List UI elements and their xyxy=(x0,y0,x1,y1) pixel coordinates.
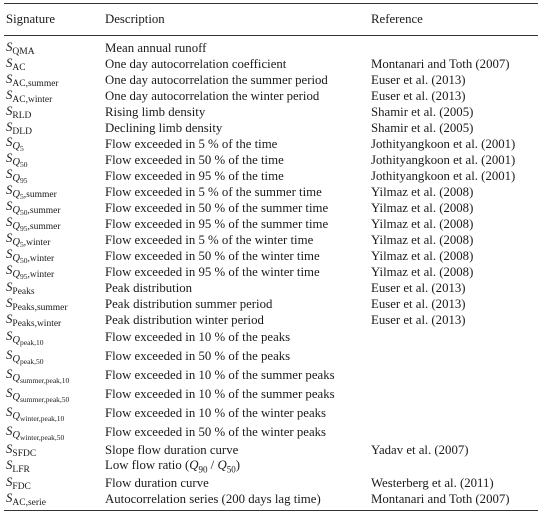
signature-symbol: S xyxy=(6,71,13,86)
description-cell: Flow exceeded in 5 % of the time xyxy=(105,136,278,151)
table-row xyxy=(4,88,538,104)
reference-cell: Yilmaz et al. (2008) xyxy=(371,200,474,215)
table-row xyxy=(4,216,538,232)
signature-cell xyxy=(4,491,105,508)
signature-subscript: Peaks,summer xyxy=(12,302,68,313)
signature-symbol: S xyxy=(6,279,13,294)
reference-cell: Shamir et al. (2005) xyxy=(371,104,474,119)
table-row xyxy=(4,475,538,491)
signature-subscript: Q95 xyxy=(12,173,28,185)
signature-subscript: Qpeak,50 xyxy=(12,353,44,366)
signature-symbol: S xyxy=(6,231,13,245)
signature-subscript: RLD xyxy=(12,110,32,121)
description-cell: Flow exceeded in 50 % of the time xyxy=(105,152,284,167)
signature-symbol: S xyxy=(6,167,13,181)
description-cell: Peak distribution xyxy=(105,280,193,295)
table-row xyxy=(4,458,538,475)
description-cell: Peak distribution summer period xyxy=(105,296,273,311)
signature-symbol: S xyxy=(6,311,13,326)
table-row xyxy=(4,40,538,56)
description-cell: Low flow ratio $(Q_{90} / Q_{50})$ xyxy=(105,458,240,475)
signature-symbol: S xyxy=(6,119,13,134)
reference-cell: Montanari and Toth (2007) xyxy=(371,491,510,506)
description-cell: Mean annual runoff xyxy=(105,40,207,55)
reference-cell: Shamir et al. (2005) xyxy=(371,120,474,135)
table-row xyxy=(4,184,538,200)
signature-cell xyxy=(4,442,105,459)
description-cell: Flow exceeded in 50 % of the peaks xyxy=(105,349,291,363)
description-cell: Flow exceeded in 10 % of the summer peaks xyxy=(105,387,335,401)
signature-symbol: S xyxy=(6,404,13,419)
description-cell: Slope flow duration curve xyxy=(105,442,239,457)
table-row xyxy=(4,280,538,296)
reference-cell: Euser et al. (2013) xyxy=(371,72,466,87)
signature-cell xyxy=(4,475,105,492)
reference-cell: Euser et al. (2013) xyxy=(371,296,466,311)
signature-subscript: Q50,winter xyxy=(12,253,55,265)
signature-subscript: Q95,summer xyxy=(12,221,61,233)
table-header-row xyxy=(4,4,538,35)
signature-symbol: S xyxy=(6,199,13,213)
signature-symbol: S xyxy=(6,328,13,343)
signature-subscript: AC,serie xyxy=(12,497,46,508)
description-cell: Flow exceeded in 95 % of the summer time xyxy=(105,216,329,231)
signature-cell xyxy=(4,405,105,423)
table-row xyxy=(4,328,538,347)
signature-symbol: S xyxy=(6,458,13,472)
reference-cell: Yilmaz et al. (2008) xyxy=(371,248,474,263)
table-bottom-rule xyxy=(4,510,538,511)
signature-cell xyxy=(4,312,105,329)
table-row xyxy=(4,168,538,184)
table-row xyxy=(4,72,538,88)
description-cell: Flow exceeded in 50 % of the summer time xyxy=(105,200,329,215)
table-row xyxy=(4,200,538,216)
reference-cell: Yadav et al. (2007) xyxy=(371,442,469,457)
header-reference: Reference xyxy=(371,12,423,26)
reference-cell: Montanari and Toth (2007) xyxy=(371,56,510,71)
description-cell: Flow exceeded in 95 % of the time xyxy=(105,168,284,183)
table-body xyxy=(4,36,538,510)
signature-cell xyxy=(4,104,105,121)
description-cell: Flow exceeded in 5 % of the summer time xyxy=(105,184,322,199)
signature-subscript: SFDC xyxy=(12,448,37,459)
table-row xyxy=(4,404,538,423)
reference-cell: Yilmaz et al. (2008) xyxy=(371,216,474,231)
signature-cell xyxy=(4,348,105,366)
reference-cell: Euser et al. (2013) xyxy=(371,88,466,103)
signature-symbol: S xyxy=(6,55,13,70)
description-cell: Flow exceeded in 95 % of the winter time xyxy=(105,264,320,279)
table-row xyxy=(4,136,538,152)
signature-symbol: S xyxy=(6,183,13,197)
table-row xyxy=(4,152,538,168)
signature-cell xyxy=(4,424,105,442)
table-row xyxy=(4,296,538,312)
reference-cell: Yilmaz et al. (2008) xyxy=(371,232,474,247)
table-row xyxy=(4,347,538,366)
signature-subscript: Qwinter,peak,50 xyxy=(12,429,65,442)
description-cell: Flow exceeded in 5 % of the winter time xyxy=(105,232,314,247)
description-cell: Flow exceeded in 50 % of the winter peaks xyxy=(105,425,327,439)
signature-subscript: AC,summer xyxy=(12,78,59,89)
table-row xyxy=(4,232,538,248)
signature-subscript: Q50 xyxy=(12,157,28,169)
description-cell: Autocorrelation series (200 days lag time) xyxy=(105,491,321,506)
description-cell: Peak distribution winter period xyxy=(105,312,264,327)
signature-symbol: S xyxy=(6,39,13,54)
reference-cell: Jothityangkoon et al. (2001) xyxy=(371,168,516,183)
signature-subscript: Q50,summer xyxy=(12,205,61,217)
signature-symbol: S xyxy=(6,103,13,118)
signature-subscript: AC xyxy=(12,62,26,73)
signature-subscript: DLD xyxy=(12,126,32,137)
signature-cell xyxy=(4,56,105,73)
table-row xyxy=(4,385,538,404)
table-row xyxy=(4,491,538,507)
reference-cell: Euser et al. (2013) xyxy=(371,312,466,327)
signature-cell xyxy=(4,88,105,105)
reference-cell: Jothityangkoon et al. (2001) xyxy=(371,136,516,151)
signature-cell xyxy=(4,40,105,57)
description-cell: Flow exceeded in 10 % of the peaks xyxy=(105,330,291,344)
signature-symbol: S xyxy=(6,490,13,505)
signature-symbol: S xyxy=(6,295,13,310)
signature-subscript: Q95,winter xyxy=(12,269,55,281)
signature-symbol: S xyxy=(6,423,13,438)
signature-subscript: QMA xyxy=(12,46,35,57)
signature-cell xyxy=(4,280,105,297)
table-row xyxy=(4,56,538,72)
signature-table xyxy=(4,3,538,511)
signature-symbol: S xyxy=(6,263,13,277)
description-cell: One day autocorrelation the summer period xyxy=(105,72,328,87)
description-cell: One day autocorrelation the winter period xyxy=(105,88,320,103)
signature-subscript: FDC xyxy=(12,481,31,492)
reference-cell: Westerberg et al. (2011) xyxy=(371,475,494,490)
header-description: Description xyxy=(105,12,165,26)
signature-subscript: Qpeak,10 xyxy=(12,334,44,347)
signature-cell xyxy=(4,296,105,313)
reference-cell: Yilmaz et al. (2008) xyxy=(371,184,474,199)
signature-subscript: AC,winter xyxy=(12,94,53,105)
signature-cell xyxy=(4,367,105,385)
table-row xyxy=(4,248,538,264)
signature-symbol: S xyxy=(6,385,13,400)
table-row xyxy=(4,312,538,328)
reference-cell: Jothityangkoon et al. (2001) xyxy=(371,152,516,167)
table-row xyxy=(4,442,538,458)
signature-subscript: Q5 xyxy=(12,141,24,153)
reference-cell: Yilmaz et al. (2008) xyxy=(371,264,474,279)
description-cell: Flow exceeded in 10 % of the winter peaks xyxy=(105,406,327,420)
description-cell: Flow exceeded in 50 % of the winter time xyxy=(105,248,320,263)
description-cell: Rising limb density xyxy=(105,104,206,119)
signature-symbol: S xyxy=(6,366,13,381)
signature-symbol: S xyxy=(6,474,13,489)
signature-symbol: S xyxy=(6,215,13,229)
table-row xyxy=(4,120,538,136)
signature-symbol: S xyxy=(6,135,13,149)
signature-symbol: S xyxy=(6,347,13,362)
header-signature: Signature xyxy=(6,12,56,26)
signature-subscript: Qwinter,peak,10 xyxy=(12,410,65,423)
signature-symbol: S xyxy=(6,247,13,261)
signature-subscript: LFR xyxy=(12,465,30,475)
signature-subscript: Q5,winter xyxy=(12,237,51,249)
table-row xyxy=(4,366,538,385)
signature-symbol: S xyxy=(6,441,13,456)
signature-subscript: Qsummer,peak,10 xyxy=(12,372,70,385)
signature-cell xyxy=(4,72,105,89)
signature-cell xyxy=(4,458,105,475)
signature-cell xyxy=(4,120,105,137)
description-cell: Flow duration curve xyxy=(105,475,209,490)
signature-subscript: Qsummer,peak,50 xyxy=(12,391,70,404)
signature-subscript: Peaks xyxy=(12,286,35,297)
signature-symbol: S xyxy=(6,151,13,165)
signature-subscript: Q5,summer xyxy=(12,189,57,201)
reference-cell: Euser et al. (2013) xyxy=(371,280,466,295)
signature-cell xyxy=(4,263,105,281)
description-cell: One day autocorrelation coefficient xyxy=(105,56,287,71)
signature-cell xyxy=(4,329,105,347)
table-row xyxy=(4,104,538,120)
signature-cell xyxy=(4,386,105,404)
table-row xyxy=(4,264,538,280)
table-row xyxy=(4,423,538,442)
signature-symbol: S xyxy=(6,87,13,102)
description-cell: Declining limb density xyxy=(105,120,223,135)
description-cell: Flow exceeded in 10 % of the summer peaks xyxy=(105,368,335,382)
signature-subscript: Peaks,winter xyxy=(12,318,62,329)
